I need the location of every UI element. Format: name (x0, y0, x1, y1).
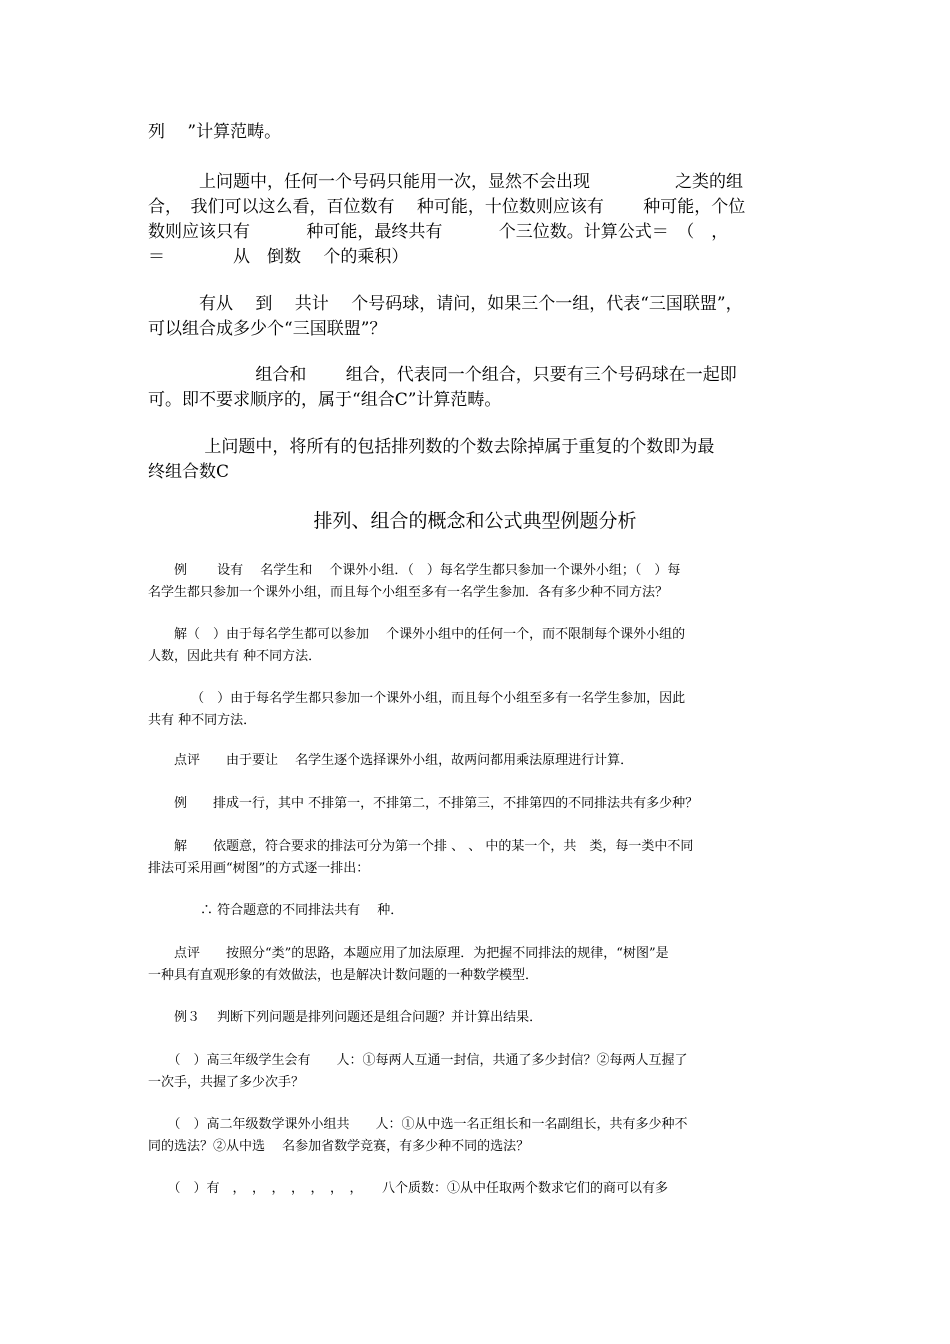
text-line: ∴ 符合题意的不同排法共有 种． (148, 903, 404, 918)
text-line: 排法可采用画“树图”的方式逐一排出： (148, 861, 370, 876)
text-line: 解 依题意，符合要求的排法可分为第一个排 、 、 中的某一个，共 类，每一类中不同 (148, 839, 694, 854)
example-3 (148, 1007, 803, 1029)
text-line: 数则应该只有 种可能，最终共有 个三位数。计算公式＝ （ ， (148, 222, 729, 242)
example-1-solution-1 (148, 624, 803, 668)
text-line: （ ）由于每名学生都只参加一个课外小组，而且每个小组至多有一名学生参加，因此 (148, 691, 686, 706)
text-line: 例 设有 名学生和 个课外小组．（ ）每名学生都只参加一个课外小组；（ ）每 (148, 563, 681, 578)
text-line: 可以组合成多少个“三国联盟”？ (148, 319, 387, 339)
text-line: （ ）高三年级学生会有 人：①每两人互通一封信，共通了多少封信？②每两人互握了 (148, 1053, 688, 1068)
text-line: 一次手，共握了多少次手？ (148, 1075, 305, 1090)
example-3-part-1 (148, 1050, 803, 1094)
paragraph-combination-same (148, 363, 803, 413)
example-3-part-2 (148, 1114, 803, 1158)
paragraph-permutation-end (148, 120, 803, 145)
text-line: 点评 按照分“类”的思路，本题应用了加法原理．为把握不同排法的规律，“树图”是 (148, 946, 669, 961)
example-2 (148, 793, 803, 815)
text-line: 终组合数C (148, 462, 230, 482)
example-1 (148, 560, 803, 604)
text-line: （ ）有 ， ， ， ， ， ， ， 八个质数：①从中任取两个数求它们的商可以有多 (148, 1181, 669, 1196)
section-title: 排列、组合的概念和公式典型例题分析 (313, 510, 637, 532)
text-line: 人数，因此共有 种不同方法． (148, 649, 322, 664)
text-line: 一种具有直观形象的有效做法，也是解决计数问题的一种数学模型． (148, 968, 539, 983)
example-2-comment (148, 943, 803, 987)
example-2-result (148, 900, 803, 922)
text-line: 组合和 组合，代表同一个组合，只要有三个号码球在一起即 (148, 365, 737, 385)
paragraph-three-alliance (148, 292, 803, 342)
text-line: 上问题中，将所有的包括排列数的个数去除掉属于重复的个数即为最 (148, 437, 715, 457)
text-line: 点评 由于要让 名学生逐个选择课外小组，故两问都用乘法原理进行计算． (148, 753, 634, 768)
text-line: 共有 种不同方法． (148, 713, 257, 728)
text-line: 列 ”计算范畴。 (148, 122, 282, 142)
text-line: 例３ 判断下列问题是排列问题还是组合问题？并计算出结果． (148, 1010, 543, 1025)
paragraph-combination-count (148, 435, 803, 485)
example-1-comment (148, 750, 803, 772)
text-line: 上问题中，任何一个号码只能用一次，显然不会出现 之类的组 (148, 172, 743, 192)
text-line: （ ）高二年级数学课外小组共 人：①从中选一名正组长和一名副组长，共有多少种不 (148, 1117, 688, 1132)
text-line: ＝ 从 倒数 个的乘积） (148, 247, 409, 267)
example-1-solution-2 (148, 688, 803, 732)
example-2-solution (148, 836, 803, 880)
text-line: 解（ ）由于每名学生都可以参加 个课外小组中的任何一个，而不限制每个课外小组的 (148, 627, 686, 642)
text-line: 合， 我们可以这么看，百位数有 种可能，十位数则应该有 种可能，个位 (148, 197, 746, 217)
example-3-part-3 (148, 1178, 803, 1200)
text-line: 有从 到 共计 个号码球，请问，如果三个一组，代表“三国联盟”， (148, 294, 743, 314)
text-line: 同的选法？②从中选 名参加省数学竞赛，有多少种不同的选法？ (148, 1139, 530, 1154)
paragraph-three-digit (148, 170, 803, 270)
text-line: 例 排成一行，其中 不排第一，不排第二，不排第三，不排第四的不同排法共有多少种？ (148, 796, 699, 811)
text-line: 可。即不要求顺序的，属于“组合C”计算范畴。 (148, 390, 502, 410)
text-line: 名学生都只参加一个课外小组，而且每个小组至多有一名学生参加．各有多少种不同方法？ (148, 585, 669, 600)
